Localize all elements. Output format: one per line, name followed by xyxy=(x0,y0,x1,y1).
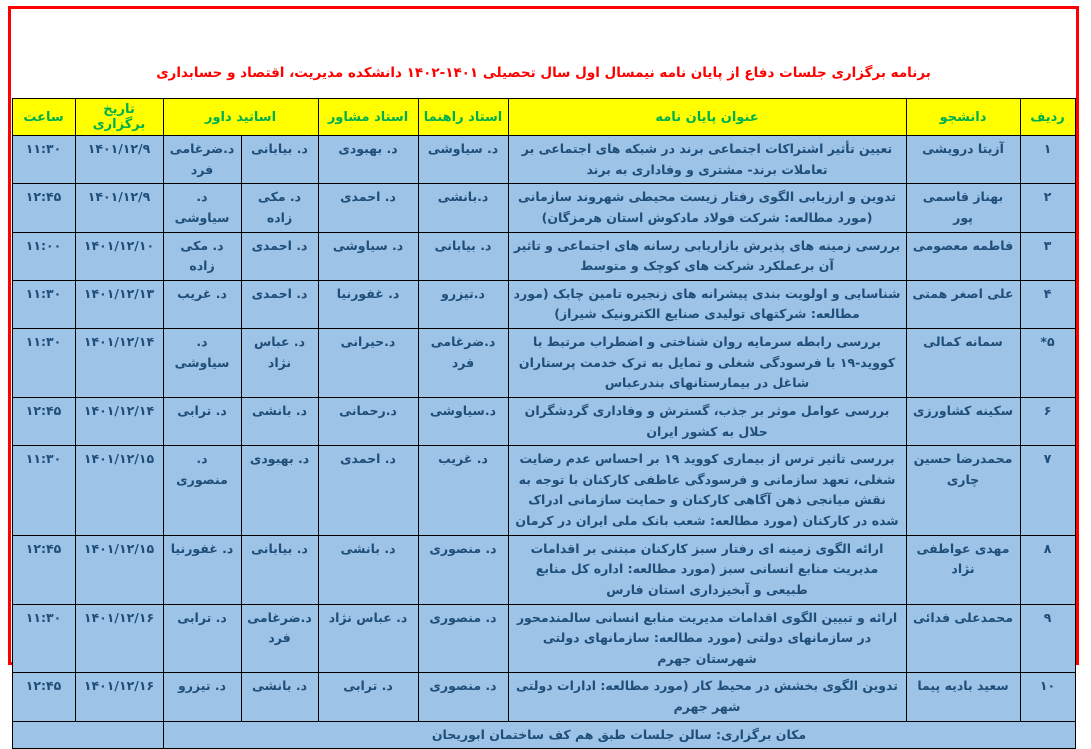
cell-row-no: ۱۰ xyxy=(1020,673,1075,721)
table-row xyxy=(12,673,1075,721)
cell-referee2: د. غریب xyxy=(163,280,241,328)
venue-empty-cell xyxy=(12,721,163,749)
col-header-supervisor: استاد راهنما xyxy=(418,99,508,136)
cell-referee2: د. ترابی xyxy=(163,397,241,445)
cell-time: ۱۱:۰۰ xyxy=(12,232,75,280)
cell-row-no: ۵* xyxy=(1020,329,1075,398)
col-header-thesis-title: عنوان پایان نامه xyxy=(508,99,906,136)
cell-advisor: د.حیرانی xyxy=(318,329,418,398)
cell-student: سکینه کشاورزی xyxy=(906,397,1020,445)
cell-student: محمدرضا حسین چاری xyxy=(906,446,1020,536)
cell-date: ۱۴۰۱/۱۲/۱۵ xyxy=(75,535,163,604)
cell-time: ۱۱:۳۰ xyxy=(12,329,75,398)
cell-row-no: ۳ xyxy=(1020,232,1075,280)
cell-advisor: د. غفورنیا xyxy=(318,280,418,328)
cell-row-no: ۲ xyxy=(1020,184,1075,232)
cell-time: ۱۱:۳۰ xyxy=(12,136,75,184)
cell-thesis-title: بررسی تاثیر ترس از بیماری کووید ۱۹ بر احساس عدم رضایت شغلی، تعهد سازمانی و فرسودگی عاطفی کارکنان با توجه به نقش میانجی ذهن آگاهی کارکنان و حمایت سازمانی ادراک شده در کارکنان (مورد مطالعه: شعب بانک ملی ایران در کرمان xyxy=(508,446,906,536)
cell-supervisor: د. سیاوشی xyxy=(418,136,508,184)
col-header-date: تاریخ برگزاری xyxy=(75,99,163,136)
cell-thesis-title: تدوین و ارزیابی الگوی رفتار زیست محیطی شهروند سازمانی (مورد مطالعه: شرکت فولاد مادکوش استان هرمزگان) xyxy=(508,184,906,232)
cell-time: ۱۱:۳۰ xyxy=(12,280,75,328)
cell-thesis-title: شناسایی و اولویت بندی پیشرانه های زنجیره تامین چابک (مورد مطالعه: شرکتهای تولیدی صنایع الکترونیک شیراز) xyxy=(508,280,906,328)
cell-advisor: د. احمدی xyxy=(318,446,418,536)
cell-thesis-title: ارائه الگوی زمینه ای رفتار سبز کارکنان مبتنی بر اقدامات مدیریت منابع انسانی سبز (مورد مطالعه: اداره کل منابع طبیعی و آبخیزداری استان فارس xyxy=(508,535,906,604)
col-header-time: ساعت xyxy=(12,99,75,136)
cell-student: آزیتا درویشی xyxy=(906,136,1020,184)
cell-referee2: د.ضرغامی فرد xyxy=(163,136,241,184)
cell-student: سعید بادیه پیما xyxy=(906,673,1020,721)
cell-row-no: ۴ xyxy=(1020,280,1075,328)
cell-date: ۱۴۰۱/۱۲/۱۶ xyxy=(75,604,163,673)
cell-referee2: د. مکی زاده xyxy=(163,232,241,280)
cell-student: فاطمه معصومی xyxy=(906,232,1020,280)
cell-time: ۱۱:۳۰ xyxy=(12,604,75,673)
cell-advisor: د. ترابی xyxy=(318,673,418,721)
cell-supervisor: د. منصوری xyxy=(418,604,508,673)
cell-student: محمدعلی فدائی xyxy=(906,604,1020,673)
cell-student: علی اصغر همتی xyxy=(906,280,1020,328)
cell-advisor: د. عباس نژاد xyxy=(318,604,418,673)
cell-referee1: د. بیابانی xyxy=(241,535,318,604)
cell-supervisor: د. غریب xyxy=(418,446,508,536)
red-page-frame xyxy=(8,6,1079,742)
cell-advisor: د. بانشی xyxy=(318,535,418,604)
defense-schedule-table xyxy=(12,98,1076,749)
venue-cell: مکان برگزاری: سالن جلسات طبق هم کف ساختمان ابوریحان xyxy=(163,721,1075,749)
page-title: برنامه برگزاری جلسات دفاع از پایان نامه نیمسال اول سال تحصیلی ۱۴۰۱-۱۴۰۲ دانشکده مدیریت، اقتصاد و حسابداری xyxy=(156,65,931,81)
cell-thesis-title: بررسی عوامل موثر بر جذب، گسترش و وفاداری گردشگران حلال به کشور ایران xyxy=(508,397,906,445)
cell-supervisor: د. منصوری xyxy=(418,535,508,604)
cell-row-no: ۱ xyxy=(1020,136,1075,184)
col-header-row-no: ردیف xyxy=(1020,99,1075,136)
table-row xyxy=(12,446,1075,536)
cell-row-no: ۶ xyxy=(1020,397,1075,445)
cell-time: ۱۲:۴۵ xyxy=(12,535,75,604)
cell-student: سمانه کمالی xyxy=(906,329,1020,398)
table-row xyxy=(12,397,1075,445)
cell-supervisor: د. بیابانی xyxy=(418,232,508,280)
cell-referee2: د. سیاوشی xyxy=(163,329,241,398)
table-row xyxy=(12,280,1075,328)
cell-supervisor: د.سیاوشی xyxy=(418,397,508,445)
cell-advisor: د. سیاوشی xyxy=(318,232,418,280)
col-header-advisor: استاد مشاور xyxy=(318,99,418,136)
cell-time: ۱۱:۳۰ xyxy=(12,446,75,536)
cell-supervisor: د. منصوری xyxy=(418,673,508,721)
cell-student: بهناز قاسمی پور xyxy=(906,184,1020,232)
cell-referee2: د. سیاوشی xyxy=(163,184,241,232)
cell-referee1: د. مکی زاده xyxy=(241,184,318,232)
cell-thesis-title: تعیین تأثیر اشتراکات اجتماعی برند در شبکه های اجتماعی بر تعاملات برند- مشتری و وفاداری به برند xyxy=(508,136,906,184)
cell-referee2: د. غفورنیا xyxy=(163,535,241,604)
cell-advisor: د. بهبودی xyxy=(318,136,418,184)
table-row xyxy=(12,604,1075,673)
header-row xyxy=(12,99,1075,136)
cell-row-no: ۹ xyxy=(1020,604,1075,673)
cell-date: ۱۴۰۱/۱۲/۱۶ xyxy=(75,673,163,721)
cell-thesis-title: تدوین الگوی بخشش در محیط کار (مورد مطالعه: ادارات دولتی شهر جهرم xyxy=(508,673,906,721)
cell-date: ۱۴۰۱/۱۲/۱۳ xyxy=(75,280,163,328)
cell-date: ۱۴۰۱/۱۲/۹ xyxy=(75,136,163,184)
table-row xyxy=(12,184,1075,232)
cell-time: ۱۲:۴۵ xyxy=(12,184,75,232)
cell-referee1: د. احمدی xyxy=(241,280,318,328)
cell-referee1: د. احمدی xyxy=(241,232,318,280)
cell-advisor: د. احمدی xyxy=(318,184,418,232)
cell-supervisor: د.تیزرو xyxy=(418,280,508,328)
footer-row xyxy=(12,721,1075,749)
cell-row-no: ۸ xyxy=(1020,535,1075,604)
cell-date: ۱۴۰۱/۱۲/۱۰ xyxy=(75,232,163,280)
cell-date: ۱۴۰۱/۱۲/۱۴ xyxy=(75,397,163,445)
cell-time: ۱۲:۴۵ xyxy=(12,673,75,721)
table-row xyxy=(12,232,1075,280)
cell-referee1: د.ضرغامی فرد xyxy=(241,604,318,673)
cell-row-no: ۷ xyxy=(1020,446,1075,536)
col-header-referees: اساتید داور xyxy=(163,99,318,136)
cell-thesis-title: ارائه و تبیین الگوی اقدامات مدیریت منابع انسانی سالمندمحور در سازمانهای دولتی (مورد مطالعه: سازمانهای دولتی شهرستان جهرم xyxy=(508,604,906,673)
cell-time: ۱۲:۴۵ xyxy=(12,397,75,445)
col-header-student: دانشجو xyxy=(906,99,1020,136)
cell-supervisor: د.ضرغامی فرد xyxy=(418,329,508,398)
cell-referee1: د. بانشی xyxy=(241,397,318,445)
cell-thesis-title: بررسی زمینه های پذیرش بازاریابی رسانه های اجتماعی و تاثیر آن برعملکرد شرکت های کوچک و متوسط xyxy=(508,232,906,280)
cell-referee1: د. بهبودی xyxy=(241,446,318,536)
cell-referee1: د. عباس نژاد xyxy=(241,329,318,398)
table-row xyxy=(12,329,1075,398)
cell-referee2: د. ترابی xyxy=(163,604,241,673)
table-body xyxy=(12,136,1075,722)
cell-referee2: د. تیزرو xyxy=(163,673,241,721)
cell-referee2: د. منصوری xyxy=(163,446,241,536)
cell-advisor: د.رحمانی xyxy=(318,397,418,445)
cell-student: مهدی عواطفی نژاد xyxy=(906,535,1020,604)
cell-referee1: د. بانشی xyxy=(241,673,318,721)
cell-date: ۱۴۰۱/۱۲/۹ xyxy=(75,184,163,232)
cell-date: ۱۴۰۱/۱۲/۱۴ xyxy=(75,329,163,398)
cell-supervisor: د.بانشی xyxy=(418,184,508,232)
cell-thesis-title: بررسی رابطه سرمایه روان شناختی و اضطراب مرتبط با کووید-۱۹ با فرسودگی شغلی و تمایل به ترک خدمت پرستاران شاغل در بیمارستانهای بندرعباس xyxy=(508,329,906,398)
cell-date: ۱۴۰۱/۱۲/۱۵ xyxy=(75,446,163,536)
table-row xyxy=(12,136,1075,184)
cell-referee1: د. بیابانی xyxy=(241,136,318,184)
table-row xyxy=(12,535,1075,604)
